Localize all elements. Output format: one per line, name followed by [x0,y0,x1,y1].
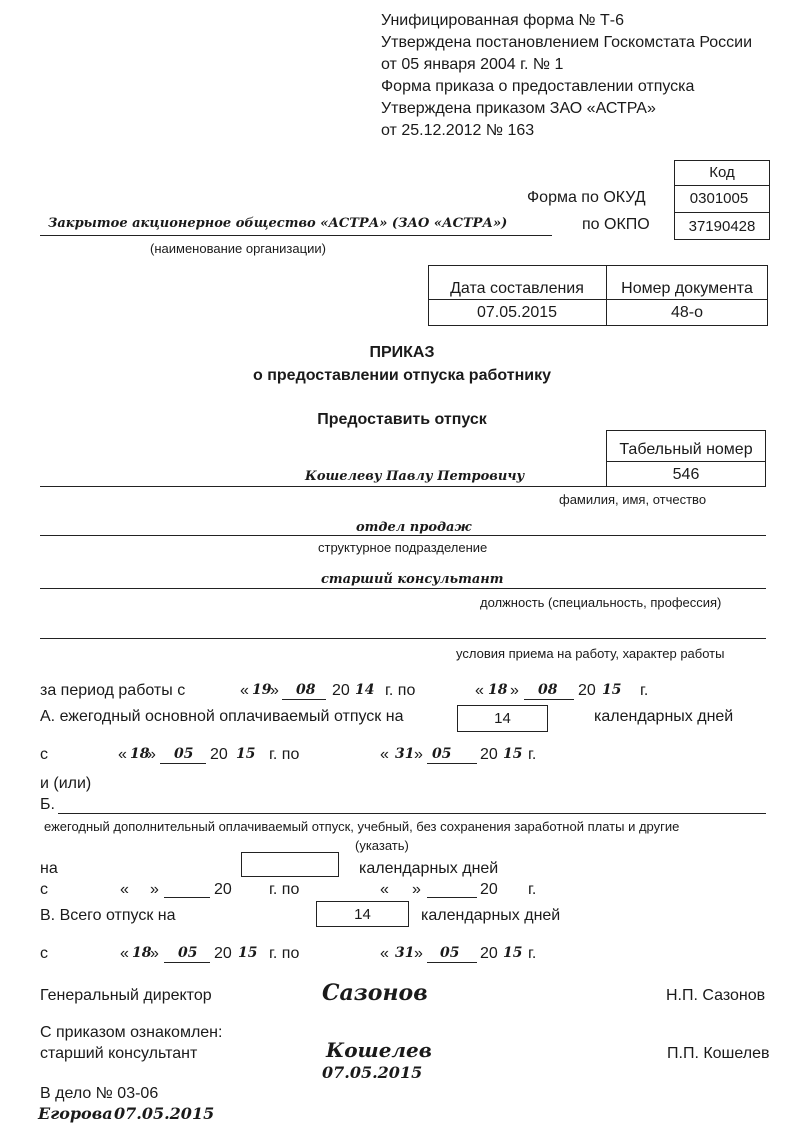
section-a-from-label: с [40,746,48,763]
section-a-end: г. [528,746,537,763]
acquainted-label: С приказом ознакомлен: [40,1024,223,1041]
tab-number-header: Табельный номер [619,441,753,458]
section-a-days: 14 [457,705,548,732]
section-b-label: Б. [40,796,55,813]
section-a-from-month: 05 [174,746,194,762]
period-to-label: г. по [385,682,416,699]
section-b-from-year-prefix: 20 [214,881,232,898]
page-subtitle: о предоставлении отпуска работнику [253,367,551,384]
employee-name-printed: П.П. Кошелев [667,1045,770,1062]
number-value: 48-о [670,304,704,321]
section-a-days-label: календарных дней [594,708,734,725]
code-header: Код [709,164,735,181]
position-caption: должность (специальность, профессия) [480,595,722,610]
file-date: 07.05.2015 [114,1104,215,1123]
department-caption: структурное подразделение [318,540,488,555]
period-from-year-prefix: 20 [332,682,350,699]
okpo-label: по ОКПО [582,216,650,233]
section-v-to-day: 31 [395,945,415,961]
period-to-year-prefix: 20 [578,682,596,699]
date-header: Дата составления [450,280,584,297]
section-v-from-year: 15 [238,945,258,961]
header-line-2: Утверждена постановлением Госкомстата России [381,34,753,51]
section-a-label: А. ежегодный основной оплачиваемый отпуск на [40,708,404,725]
period-to-month: 08 [538,682,558,698]
section-b-caption-2: (указать) [355,838,409,853]
tab-number-value: 546 [672,466,700,483]
section-a-to-month: 05 [432,746,452,762]
file-label: В дело № 03-06 [40,1085,159,1102]
period-to-day: 18 [488,682,508,698]
quote-close: » [510,682,519,699]
period-to-year: 15 [602,682,622,698]
director-signature: Сазонов [322,980,428,1006]
header-line-5: Утверждена приказом ЗАО «АСТРА» [381,100,656,117]
section-v-label: В. Всего отпуск на [40,907,176,924]
section-v-from-day: 18 [132,945,152,961]
section-b-on-label: на [40,860,58,877]
section-b-from-label: с [40,881,48,898]
quote-open: « [475,682,484,699]
employee-signature: Кошелев [326,1038,432,1062]
section-a-to-label: г. по [269,746,300,763]
section-a-from-year: 15 [236,746,256,762]
okud-label: Форма по ОКУД [527,189,646,206]
order-statement: Предоставить отпуск [317,411,487,428]
employee-name: Кошелеву Павлу Петровичу [305,469,525,484]
header-line-1: Унифицированная форма № Т-6 [381,12,625,29]
organization-caption: (наименование организации) [150,241,326,256]
quote-close: » [270,682,279,699]
section-v-to-year-prefix: 20 [480,945,498,962]
section-v-from-year-prefix: 20 [214,945,232,962]
period-from-year: 14 [355,682,375,698]
section-v-from-label: с [40,945,48,962]
director-name: Н.П. Сазонов [666,987,766,1004]
employee-sign-date: 07.05.2015 [322,1063,423,1082]
number-header: Номер документа [621,280,753,297]
section-a-to-year: 15 [503,746,523,762]
and-or-label: и (или) [40,775,92,792]
section-v-from-month: 05 [178,945,198,961]
section-v-to-month: 05 [440,945,460,961]
period-label: за период работы с [40,682,186,699]
employee-name-caption: фамилия, имя, отчество [559,492,707,507]
header-line-4: Форма приказа о предоставлении отпуска [381,78,695,95]
header-line-3: от 05 января 2004 г. № 1 [381,56,564,73]
section-a-from-day: 18 [130,746,150,762]
organization-name: Закрытое акционерное общество «АСТРА» (ЗАО «АСТРА») [48,216,508,231]
employee-title: старший консультант [40,1045,198,1062]
period-end: г. [640,682,649,699]
file-signature: Егорова [38,1104,113,1123]
page-title: ПРИКАЗ [369,344,435,361]
date-value: 07.05.2015 [476,304,558,321]
period-from-day: 19 [252,682,272,698]
section-b-days [241,852,339,877]
section-b-caption: ежегодный дополнительный оплачиваемый отпуск, учебный, без сохранения заработной платы и другие [44,819,680,834]
section-v-days-label: календарных дней [421,907,561,924]
section-a-to-day: 31 [395,746,415,762]
okud-value: 0301005 [689,190,749,207]
conditions-caption: условия приема на работу, характер работы [456,646,725,661]
okpo-value: 37190428 [688,217,756,235]
section-a-from-year-prefix: 20 [210,746,228,763]
section-v-to-label: г. по [269,945,300,962]
header-line-6: от 25.12.2012 № 163 [381,122,535,139]
quote-open: « [240,682,249,699]
section-b-to-label: г. по [269,881,300,898]
department-value: отдел продаж [356,520,472,535]
section-v-days: 14 [316,901,409,927]
section-v-end: г. [528,945,537,962]
position-value: старший консультант [321,572,504,587]
section-v-to-year: 15 [503,945,523,961]
director-title: Генеральный директор [40,987,212,1004]
section-a-to-year-prefix: 20 [480,746,498,763]
period-from-month: 08 [296,682,316,698]
section-b-end: г. [528,881,537,898]
section-b-to-year-prefix: 20 [480,881,498,898]
section-b-days-label: календарных дней [359,860,499,877]
